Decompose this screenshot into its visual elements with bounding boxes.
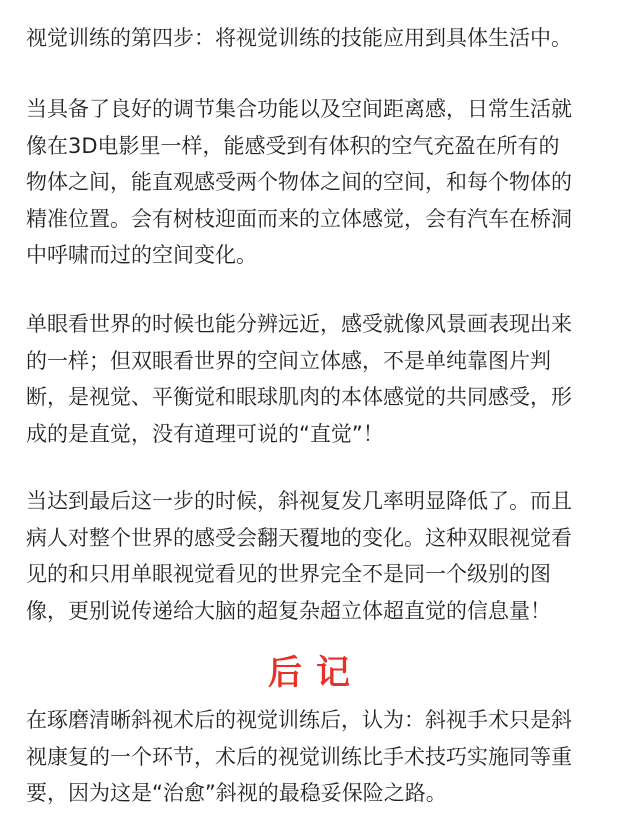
text-line: 像，更别说传递给大脑的超复杂超立体超直觉的信息量！ — [26, 598, 551, 623]
paragraph-binocular-intuition — [26, 306, 606, 452]
text-line: 成的是直觉，没有道理可说的“直觉”！ — [26, 421, 384, 446]
paragraph-3d-perception — [26, 91, 606, 274]
text-line: 当达到最后这一步的时候，斜视复发几率明显降低了。而且 — [26, 489, 572, 513]
text-line: 断，是视觉、平衡觉和眼球肌肉的本体感觉的共同感受，形 — [26, 385, 572, 409]
paragraph-relapse-reduction — [26, 483, 606, 629]
text-line: 当具备了良好的调节集合功能以及空间距离感，日常生活就 — [26, 97, 572, 121]
text-line: 的一样；但双眼看世界的空间立体感，不是单纯靠图片判 — [26, 348, 551, 373]
text-line: 物体之间，能直观感受两个物体之间的空间，和每个物体的 — [26, 170, 572, 194]
text-line: 中呼啸而过的空间变化。 — [26, 243, 257, 267]
text-line: 精准位置。会有树枝迎面而来的立体感觉，会有汽车在桥洞 — [26, 206, 572, 231]
text-line: 视康复的一个环节，术后的视觉训练比手术技巧实施同等重 — [26, 744, 572, 769]
text-line: 见的和只用单眼视觉看见的世界完全不是同一个级别的图 — [26, 562, 551, 586]
text-line: 病人对整个世界的感受会翻天覆地的变化。这种双眼视觉看 — [26, 525, 572, 550]
text-line: 在琢磨清晰斜视术后的视觉训练后，认为：斜视手术只是斜 — [26, 708, 572, 732]
text-line: 视觉训练的第四步：将视觉训练的技能应用到具体生活中。 — [26, 26, 572, 50]
text-line: 像在3D电影里一样，能感受到有体积的空气充盈在所有的 — [26, 133, 560, 158]
text-line: 要，因为这是“治愈”斜视的最稳妥保险之路。 — [26, 781, 447, 805]
paragraph-afterword — [26, 702, 606, 812]
section-heading-afterword: 后记 — [268, 653, 364, 693]
paragraph-step-four — [26, 20, 626, 57]
text-line: 单眼看世界的时候也能分辨远近，感受就像风景画表现出来 — [26, 312, 572, 336]
